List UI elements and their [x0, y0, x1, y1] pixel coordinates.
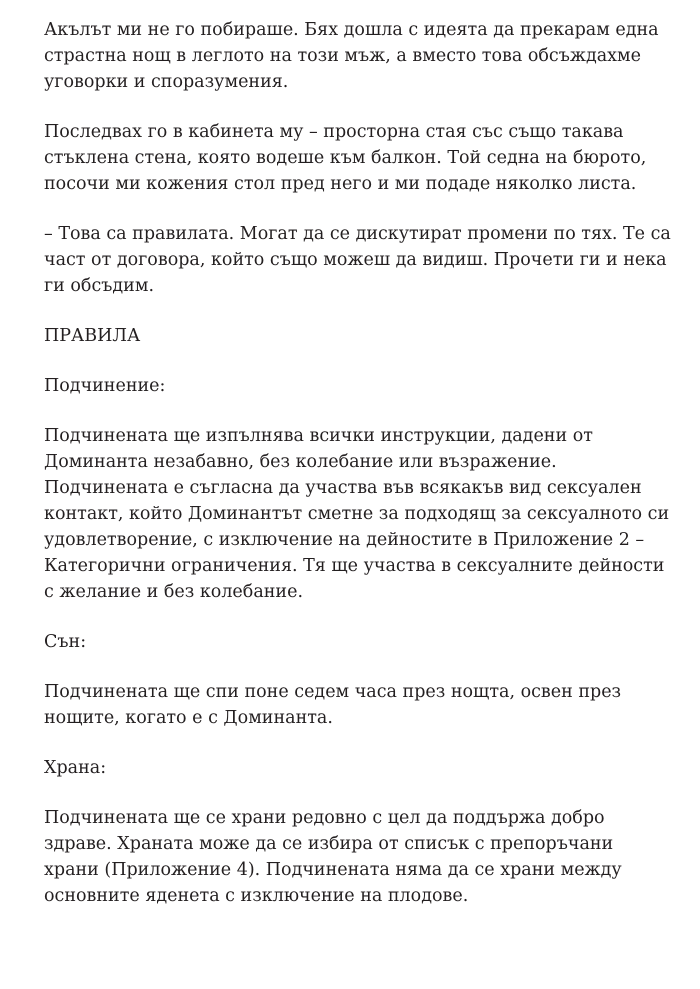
section-body-obedience: Подчинената ще изпълнява всички инструкции, дадени от Доминанта незабавно, без колебание или възражение. Подчинената е съгласна да участва във всякакъв вид сексуален контакт, който Доминантът сметне за подходящ за сексуалното си удовлетворение, с изключение на дейностите в Приложение 2 – Категорични ограничения. Тя ще участва в сексуалните дейности с желание и без колебание. [44, 426, 670, 602]
paragraph-intro: Акълът ми не го побираше. Бях дошла с идеята да прекарам една страстна нощ в леглото на този мъж, а вместо това обсъждахме уговорки и споразумения. [44, 20, 659, 92]
section-heading-food: Храна: [44, 758, 107, 778]
paragraph-dialogue: – Това са правилата. Могат да се дискутират промени по тях. Те са част от договора, който също можеш да видиш. Прочети ги и нека ги обсъдим. [44, 224, 671, 296]
section-heading-obedience: Подчинение: [44, 376, 166, 396]
section-body-food: Подчинената ще се храни редовно с цел да поддържа добро здраве. Храната може да се избира от списък с препоръчани храни (Приложение 4). Подчинената няма да се храни между основните яденета с изключение на плодове. [44, 808, 622, 906]
document-page [44, 17, 672, 933]
paragraph-office: Последвах го в кабинета му – просторна стая със също такава стъклена стена, която водеше към балкон. Той седна на бюрото, посочи ми кожения стол пред него и ми подаде няколко листа. [44, 122, 647, 194]
section-body-sleep: Подчинената ще спи поне седем часа през нощта, освен през нощите, когато е с Доминанта. [44, 682, 622, 728]
rules-heading: ПРАВИЛА [44, 326, 141, 346]
section-heading-sleep: Сън: [44, 632, 87, 652]
